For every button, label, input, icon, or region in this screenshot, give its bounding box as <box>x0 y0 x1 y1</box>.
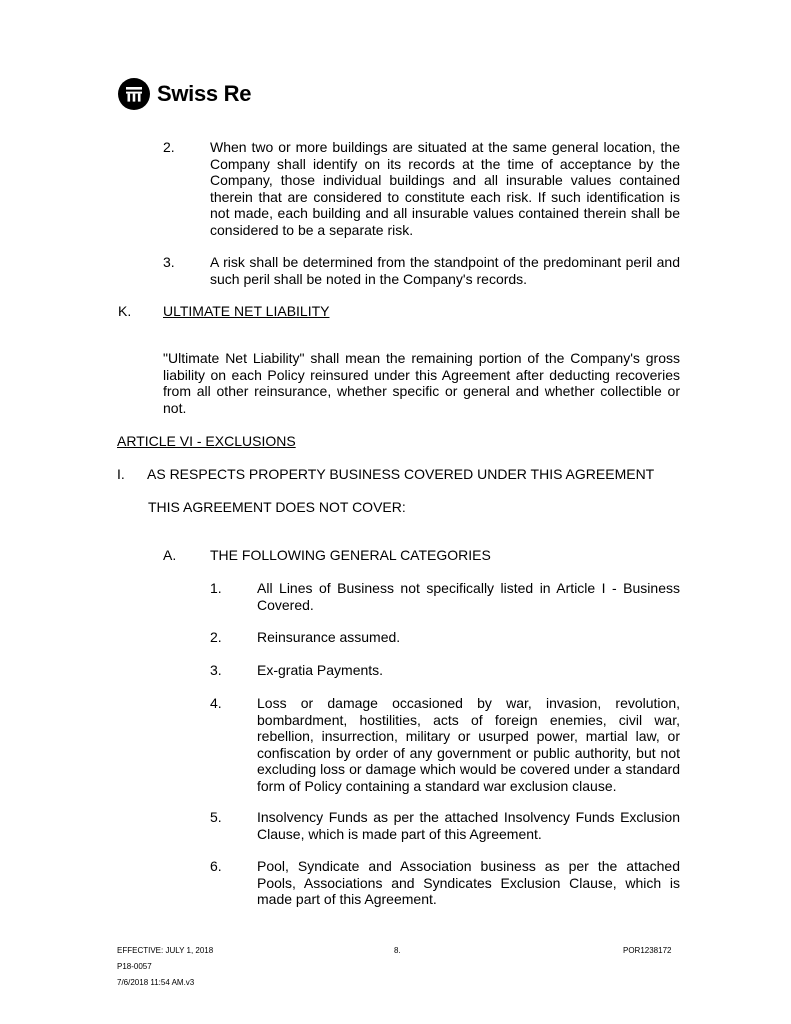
exclusion-text: Reinsurance assumed. <box>257 629 401 645</box>
exclusion-number: 2. <box>210 629 222 645</box>
footer-timestamp: 7/6/2018 11:54 AM.v3 <box>117 978 195 987</box>
item-number: 2. <box>163 139 175 155</box>
subsection-heading: AS RESPECTS PROPERTY BUSINESS COVERED UNDER THIS AGREEMENT <box>147 466 655 482</box>
footer-reference: POR1238172 <box>623 946 672 955</box>
subsection-number: I. <box>117 466 125 482</box>
not-cover-heading: THIS AGREEMENT DOES NOT COVER: <box>148 499 406 515</box>
exclusion-number: 5. <box>210 809 222 825</box>
section-letter: K. <box>118 303 132 319</box>
exclusion-text: Insolvency Funds as per the attached Insolvency Funds Exclusion Clause, which is made part of this Agreement. <box>257 809 680 842</box>
exclusion-number: 4. <box>210 695 222 711</box>
category-letter: A. <box>163 547 177 563</box>
exclusion-text: Loss or damage occasioned by war, invasion, revolution, bombardment, hostilities, acts of foreign enemies, civil war, rebellion, insurrection, military or usurped power, martial law, or confiscation by order of any government or public authority, but not excluding loss or damage which would be covered under a standard form of Policy containing a standard war exclusion clause. <box>257 695 680 794</box>
exclusion-text: Ex-gratia Payments. <box>257 662 384 678</box>
exclusion-number: 3. <box>210 662 222 678</box>
category-heading: THE FOLLOWING GENERAL CATEGORIES <box>210 547 491 563</box>
item-text: A risk shall be determined from the standpoint of the predominant peril and such peril shall be noted in the Company's records. <box>210 254 680 287</box>
item-text: When two or more buildings are situated at the same general location, the Company shall identify on its records at the time of acceptance by the Company, those individual buildings and all insurable values contained therein that are considered to constitute each risk. If such identification is not made, each building and all insurable values contained therein shall be considered to be a separate risk. <box>210 139 680 238</box>
logo-wordmark: Swiss Re <box>157 81 252 106</box>
exclusion-number: 6. <box>210 858 222 874</box>
exclusion-text: All Lines of Business not specifically listed in Article I - Business Covered. <box>257 580 680 613</box>
footer-code: P18-0057 <box>117 962 152 971</box>
footer-page-number: 8. <box>394 946 401 955</box>
section-heading: ULTIMATE NET LIABILITY <box>163 303 330 319</box>
exclusion-text: Pool, Syndicate and Association business as per the attached Pools, Associations and Syndicates Exclusion Clause, which is made part of this Agreement. <box>257 858 680 907</box>
footer-effective-date: EFFECTIVE: JULY 1, 2018 <box>117 946 214 955</box>
item-number: 3. <box>163 254 175 270</box>
section-body: "Ultimate Net Liability" shall mean the remaining portion of the Company's gross liability on each Policy reinsured under this Agreement after deducting recoveries from all other reinsurance, whether specific or general and whether collectible or not. <box>163 350 680 416</box>
swiss-re-logo-icon <box>118 78 150 110</box>
article-heading: ARTICLE VI - EXCLUSIONS <box>117 433 296 449</box>
exclusion-number: 1. <box>210 580 222 596</box>
